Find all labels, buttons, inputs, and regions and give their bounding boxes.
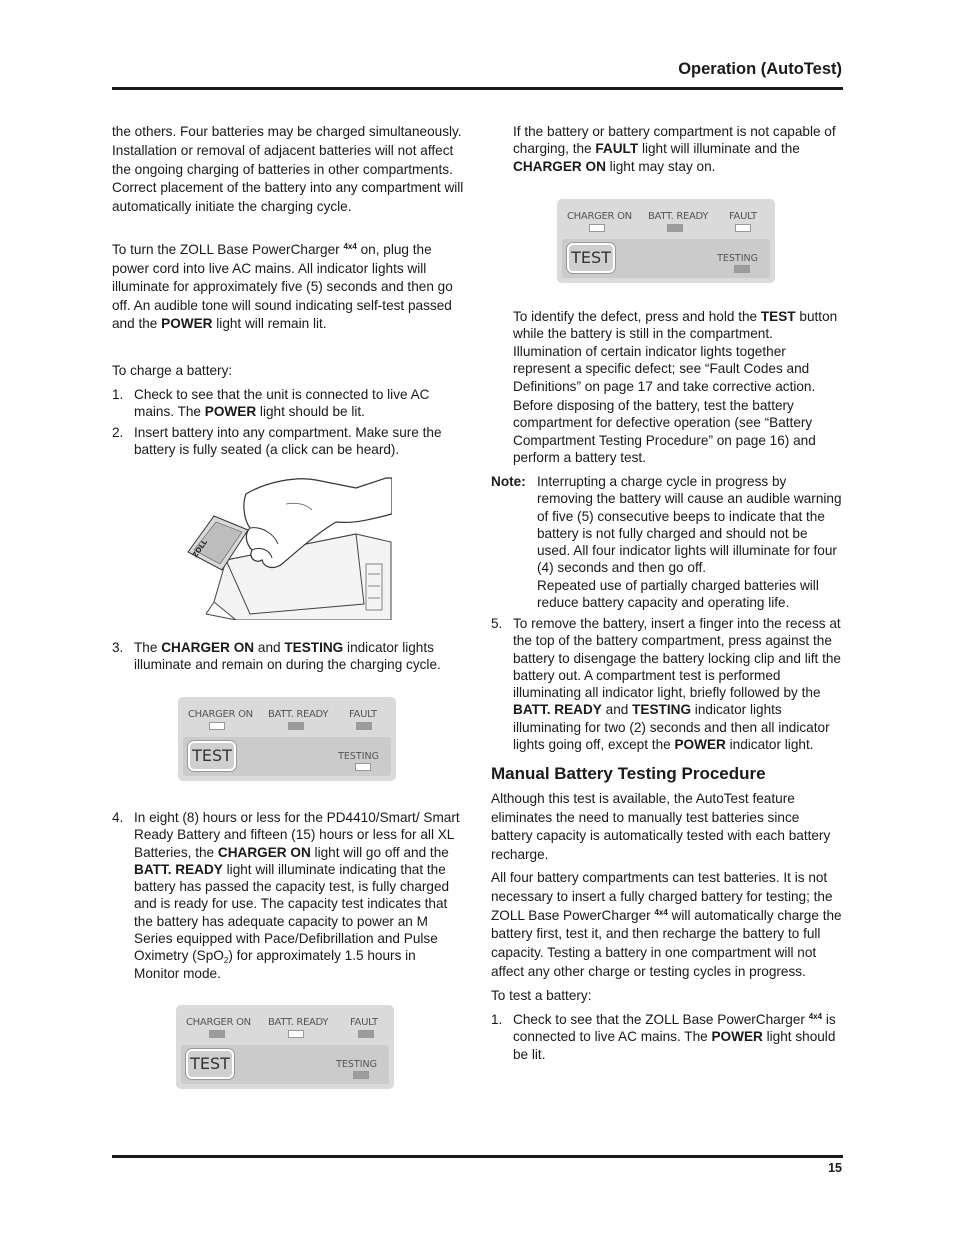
testing-label: TESTING xyxy=(336,1059,377,1070)
testing-label: TESTING xyxy=(338,751,379,762)
charger-on-label: CHARGER ON xyxy=(567,211,632,222)
charger-on-light xyxy=(209,722,225,730)
identify-defect-paragraph: To identify the defect, press and hold the TEST button while the battery is still in the compartment. Illumination of certain indicator lights together represent a specific defect; see “Fault Codes and Definitions” on page 17 and take corrective action. xyxy=(513,309,838,394)
compartments-paragraph: All four battery compartments can test batteries. It is not necessary to insert a fully charged battery for testing; the ZOLL Base PowerCharger $^{4x4}$ will automatically charge the battery first, test it, and then recharge the battery to full capacity. Testing a battery in one compartment will not affect any other charge or testing cycles in progress. xyxy=(491,870,842,979)
fault-light xyxy=(735,224,751,232)
left-paragraph-2: To turn the ZOLL Base PowerCharger $^{4x4}$ on, plug the power cord into live AC mains. All indicator lights will illuminate for approximately five (5) seconds and then go off. An audible tone will sound indicating self-test passed and the POWER light will remain lit. xyxy=(112,242,453,332)
panel-lower xyxy=(183,737,391,776)
fault-label: FAULT xyxy=(729,211,757,222)
batt-ready-label: BATT. READY xyxy=(268,709,329,720)
testing-label: TESTING xyxy=(717,253,758,264)
footer-rule xyxy=(112,1155,843,1158)
indicator-panel-charging xyxy=(178,697,396,781)
fault-light xyxy=(358,1030,374,1038)
dispose-paragraph: Before disposing of the battery, test the battery compartment for defective operation (see “Battery Compartment Testing Procedure” on page 16) and perform a battery test. xyxy=(513,398,816,466)
charge-step-2: 2. Insert battery into any compartment. Make sure the battery is fully seated (a click can be heard). xyxy=(112,425,442,458)
batt-ready-light xyxy=(667,224,683,232)
fault-paragraph: If the battery or battery compartment is not capable of charging, the FAULT light will illuminate and the CHARGER ON light may stay on. xyxy=(513,124,836,174)
page-number: 15 xyxy=(828,1161,842,1175)
batt-ready-label: BATT. READY xyxy=(268,1017,329,1028)
test-step-1: 1. Check to see that the ZOLL Base PowerCharger $^{4x4}$ is connected to live AC mains. The POWER light should be lit. xyxy=(491,1012,836,1062)
charge-step-1: 1. Check to see that the unit is connected to live AC mains. The POWER light should be lit. xyxy=(112,387,430,420)
testing-light xyxy=(734,265,750,273)
section-heading: Manual Battery Testing Procedure xyxy=(491,764,766,783)
test-button[interactable]: TEST xyxy=(186,1049,234,1079)
test-button[interactable]: TEST xyxy=(188,741,236,771)
autotest-paragraph: Although this test is available, the AutoTest feature eliminates the need to manually test batteries since battery capacity is automatically tested with each battery recharge. xyxy=(491,791,831,862)
testing-light xyxy=(355,763,371,771)
note-label: Note: xyxy=(491,474,526,489)
batt-ready-light xyxy=(288,1030,304,1038)
panel-lower xyxy=(181,1045,389,1084)
batt-ready-light xyxy=(288,722,304,730)
testing-light xyxy=(353,1071,369,1079)
charger-on-light xyxy=(589,224,605,232)
fault-label: FAULT xyxy=(349,709,377,720)
indicator-panel-fault xyxy=(557,199,775,283)
fault-label: FAULT xyxy=(350,1017,378,1028)
battery-insertion-illustration xyxy=(186,474,392,620)
panel-lower xyxy=(562,239,770,278)
charger-on-label: CHARGER ON xyxy=(188,709,253,720)
note-text-2: Repeated use of partially charged batteries will reduce battery capacity and operating life. xyxy=(537,578,819,611)
header-rule xyxy=(112,87,843,90)
note-text-1: Interrupting a charge cycle in progress by removing the battery will cause an audible warning of five (5) consecutive beeps to indicate that the battery is not fully charged and should not be used. All four indicator lights will illuminate for four (4) seconds and then go off. xyxy=(537,474,842,576)
test-intro: To test a battery: xyxy=(491,988,592,1003)
charge-step-3: 3. The CHARGER ON and TESTING indicator lights illuminate and remain on during the charging cycle. xyxy=(112,640,441,673)
battery-logo: ZOLL xyxy=(191,538,210,560)
fault-light xyxy=(356,722,372,730)
remove-step-5: 5. To remove the battery, insert a finger into the recess at the top of the battery compartment, press against the battery to disengage the battery locking clip and lift the battery out. A compartment test is performed illuminating all indicator light, briefly followed by the BATT. READY and TESTING indicator lights illuminating for two (2) seconds and then all indicator lights going off, except the POWER indicator light. xyxy=(491,616,841,753)
charge-intro: To charge a battery: xyxy=(112,363,233,378)
indicator-panel-ready xyxy=(176,1005,394,1089)
batt-ready-label: BATT. READY xyxy=(648,211,709,222)
test-button[interactable]: TEST xyxy=(567,243,615,273)
charge-step-4: 4. In eight (8) hours or less for the PD4410/Smart/ Smart Ready Battery and fifteen (15) hours or less for all XL Batteries, the CHARGER ON light will go off and the BATT. READY light will illuminate indicating that the battery has passed the capacity test, is fully charged and is ready for use. The capacity test indicates that the battery has adequate capacity to power an M Series equipped with Pace/Defibrillation and Pulse Oximetry (SpO$_2$) for approximately 1.5 hours in Monitor mode. xyxy=(112,810,460,981)
charger-on-label: CHARGER ON xyxy=(186,1017,251,1028)
page-header-title: Operation (AutoTest) xyxy=(678,60,842,78)
left-paragraph-1: the others. Four batteries may be charged simultaneously. Installation or removal of adjacent batteries will not affect the ongoing charging of batteries in other compartments. Correct placement of the battery into any compartment will automatically initiate the charging cycle. xyxy=(112,124,464,215)
charger-on-light xyxy=(209,1030,225,1038)
